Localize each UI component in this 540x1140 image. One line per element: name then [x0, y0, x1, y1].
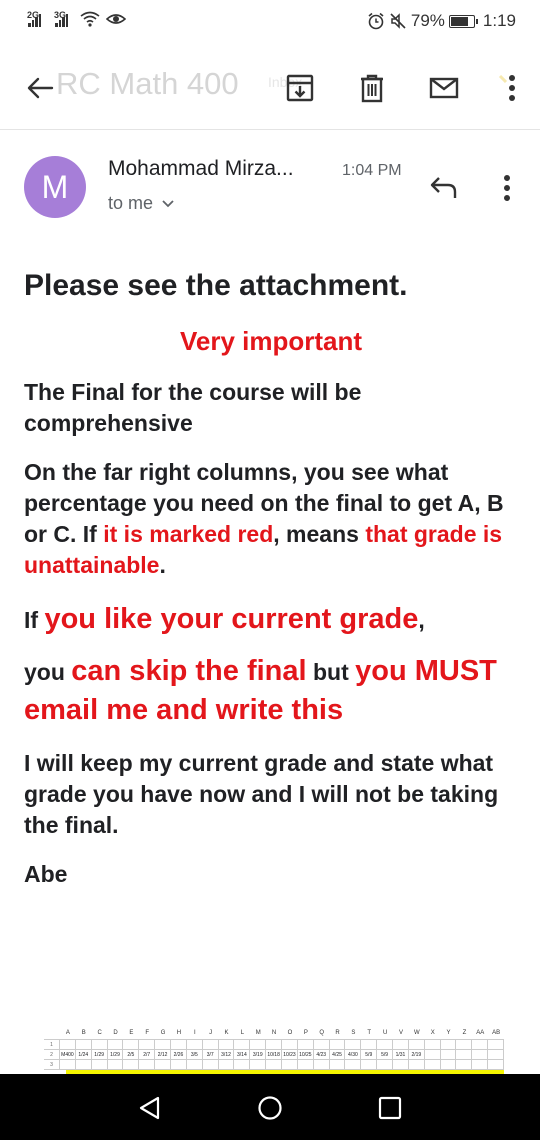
important-heading: Very important — [179, 326, 363, 356]
para3-text-a: If — [24, 607, 45, 633]
alarm-icon — [367, 12, 385, 30]
sheet-cell — [76, 1040, 92, 1049]
sheet-cell — [345, 1060, 361, 1069]
sheet-cell — [472, 1040, 488, 1049]
paragraph-final: The Final for the course will be comprehensive — [24, 379, 362, 436]
sheet-cell — [155, 1040, 171, 1049]
sheet-cell — [108, 1060, 124, 1069]
sheet-column-header: AB — [492, 1030, 501, 1036]
para3-text-b: , — [418, 607, 425, 633]
sheet-cell — [298, 1060, 314, 1069]
sender-avatar[interactable]: M — [24, 156, 86, 218]
sheet-cell — [282, 1040, 298, 1049]
sheet-cell — [330, 1060, 346, 1069]
sheet-cell — [361, 1040, 377, 1049]
sheet-cell: 10/25 — [298, 1050, 314, 1059]
wifi-icon — [80, 11, 100, 27]
sheet-column-header: Y — [446, 1030, 451, 1036]
signal-2g-icon — [27, 10, 41, 27]
status-left — [28, 11, 126, 27]
sheet-cell — [123, 1040, 139, 1049]
sheet-cell — [76, 1060, 92, 1069]
spreadsheet-preview[interactable] — [44, 1026, 504, 1074]
battery-percent: 79% — [410, 11, 445, 30]
sheet-cell — [361, 1060, 377, 1069]
nav-home-icon[interactable] — [257, 1095, 283, 1121]
reply-icon[interactable] — [428, 172, 460, 202]
sheet-cell — [92, 1040, 108, 1049]
sheet-cell — [60, 1060, 76, 1069]
sheet-cell: 2/12 — [155, 1050, 171, 1059]
sheet-rows — [44, 1040, 504, 1070]
sheet-cell: 1/29 — [108, 1050, 124, 1059]
sheet-cell — [171, 1040, 187, 1049]
sheet-cell: 2/7 — [139, 1050, 155, 1059]
status-right — [367, 11, 516, 31]
sheet-column-header: R — [335, 1030, 340, 1036]
sheet-column-header: A — [65, 1030, 70, 1036]
sheet-cell — [441, 1040, 457, 1049]
sheet-column-header: D — [113, 1030, 118, 1036]
sheet-column-headers — [44, 1026, 504, 1040]
sheet-cell — [393, 1040, 409, 1049]
sheet-column-header: Z — [462, 1030, 467, 1036]
sheet-cell: 10/23 — [282, 1050, 298, 1059]
sheet-row-number: 1 — [44, 1040, 60, 1049]
sheet-column-header: V — [398, 1030, 403, 1036]
sheet-cell — [298, 1040, 314, 1049]
sheet-cell: 2/19 — [409, 1050, 425, 1059]
sheet-cell — [155, 1060, 171, 1069]
sheet-cell — [377, 1060, 393, 1069]
sheet-row — [44, 1050, 504, 1060]
greeting: Please see the attachment. — [24, 269, 408, 302]
sheet-column-header: H — [176, 1030, 182, 1036]
sheet-cell — [472, 1050, 488, 1059]
sheet-cell — [393, 1060, 409, 1069]
sheet-column-header: O — [287, 1030, 293, 1036]
sheet-row — [44, 1040, 504, 1050]
para2-text-c: . — [159, 552, 166, 578]
clock: 1:19 — [482, 11, 516, 30]
sheet-cell: 3/7 — [203, 1050, 219, 1059]
sheet-cell — [60, 1040, 76, 1049]
sheet-cell — [441, 1060, 457, 1069]
sheet-column-header: E — [129, 1030, 134, 1036]
signal-3g-icon — [54, 10, 68, 27]
sheet-column-header: P — [303, 1030, 308, 1036]
sheet-column-header: F — [145, 1030, 150, 1036]
sheet-cell — [488, 1060, 504, 1069]
sheet-cell — [472, 1060, 488, 1069]
sheet-cell: 3/14 — [234, 1050, 250, 1059]
sheet-column-header: U — [382, 1030, 388, 1036]
sheet-cell — [139, 1060, 155, 1069]
message-more-icon[interactable] — [496, 172, 518, 204]
sheet-cell — [456, 1060, 472, 1069]
sheet-row — [44, 1060, 504, 1070]
sheet-cell — [234, 1040, 250, 1049]
eye-icon — [106, 11, 126, 27]
sheet-cell — [488, 1050, 504, 1059]
sheet-column-header: L — [240, 1030, 245, 1036]
sheet-cell — [425, 1050, 441, 1059]
sheet-column-header: I — [193, 1030, 196, 1036]
sheet-cell: 1/24 — [76, 1050, 92, 1059]
sheet-column-header: AA — [476, 1030, 485, 1036]
sheet-cell: 1/29 — [92, 1050, 108, 1059]
mute-icon — [389, 12, 407, 30]
sheet-column-header: W — [414, 1030, 420, 1036]
sheet-cell: 1/31 — [393, 1050, 409, 1059]
sheet-cell — [377, 1040, 393, 1049]
network-2g-label: 2G — [27, 10, 40, 20]
sheet-corner — [44, 1026, 60, 1039]
paragraph-like-grade — [24, 599, 518, 640]
sheet-cell: 5/9 — [361, 1050, 377, 1059]
sheet-cell — [441, 1050, 457, 1059]
sheet-cell: M400 — [60, 1050, 76, 1059]
sheet-cell — [139, 1040, 155, 1049]
recipient-details[interactable] — [108, 193, 175, 214]
sheet-column-header: K — [224, 1030, 229, 1036]
thread-subject: RC Math 400 — [56, 66, 239, 101]
delete-icon[interactable] — [356, 72, 388, 104]
back-arrow-icon[interactable] — [24, 72, 56, 104]
paragraph-statement: I will keep my current grade and state what grade you have now and I will not be taking the final. — [24, 750, 499, 838]
paragraph-columns — [24, 457, 518, 581]
sheet-cell: 3/12 — [219, 1050, 235, 1059]
sheet-cell — [92, 1060, 108, 1069]
sheet-row-number: 3 — [44, 1060, 60, 1069]
sheet-cell — [345, 1040, 361, 1049]
inbox-label: Inbox — [268, 74, 303, 90]
sheet-column-header: B — [81, 1030, 86, 1036]
sheet-cell — [171, 1060, 187, 1069]
sheet-cell — [250, 1060, 266, 1069]
para4-red-a: can skip the final — [71, 655, 307, 687]
sheet-cell — [123, 1060, 139, 1069]
sheet-cell: 4/30 — [345, 1050, 361, 1059]
signature: Abe — [24, 861, 68, 887]
sheet-cell: 3/5 — [187, 1050, 203, 1059]
sheet-cell: 10/18 — [266, 1050, 282, 1059]
sheet-column-header: T — [367, 1030, 372, 1036]
status-bar — [0, 0, 540, 44]
sheet-column-header: C — [97, 1030, 102, 1036]
para2-red-a: it is marked red — [103, 521, 274, 547]
mark-unread-icon[interactable] — [428, 72, 460, 104]
network-3g-label: 3G — [54, 10, 67, 20]
sheet-cell: 3/19 — [250, 1050, 266, 1059]
more-menu-icon[interactable] — [494, 72, 526, 104]
sheet-cell: 2/26 — [171, 1050, 187, 1059]
sheet-cell: 5/9 — [377, 1050, 393, 1059]
para4-text-a: you — [24, 659, 72, 685]
sheet-cell — [314, 1060, 330, 1069]
sheet-column-header: S — [351, 1030, 356, 1036]
sheet-cell — [456, 1040, 472, 1049]
email-toolbar — [0, 44, 540, 130]
sheet-cell — [250, 1040, 266, 1049]
sheet-cell — [108, 1040, 124, 1049]
para4-text-b: but — [306, 659, 356, 685]
navigation-bar — [0, 1074, 540, 1140]
sheet-cell — [488, 1040, 504, 1049]
sheet-cell — [425, 1040, 441, 1049]
sheet-cell: 4/25 — [330, 1050, 346, 1059]
sender-name[interactable]: Mohammad Mirza... — [108, 157, 294, 180]
para2-red-b: that grade is unattainable — [24, 521, 503, 578]
sheet-column-header: Q — [319, 1030, 325, 1036]
sheet-cell — [330, 1040, 346, 1049]
para3-red: you like your current grade — [44, 603, 419, 635]
sheet-column-header: G — [160, 1030, 166, 1036]
sheet-cell — [219, 1060, 235, 1069]
sheet-cell — [409, 1040, 425, 1049]
sheet-cell — [314, 1040, 330, 1049]
sheet-cell — [203, 1060, 219, 1069]
chevron-down-icon[interactable] — [161, 199, 175, 209]
sheet-cell — [187, 1060, 203, 1069]
email-time: 1:04 PM — [342, 162, 402, 179]
archive-icon[interactable] — [284, 72, 316, 104]
nav-recents-icon[interactable] — [377, 1095, 403, 1121]
sheet-cell — [234, 1060, 250, 1069]
paragraph-skip-final — [24, 652, 518, 730]
email-body — [24, 268, 518, 888]
sheet-cell: 2/5 — [123, 1050, 139, 1059]
sheet-column-header: J — [209, 1030, 213, 1036]
sheet-row-number: 2 — [44, 1050, 60, 1059]
sheet-column-header: X — [430, 1030, 435, 1036]
sheet-cell — [266, 1060, 282, 1069]
sheet-cell — [456, 1050, 472, 1059]
sheet-cell — [266, 1040, 282, 1049]
nav-back-icon[interactable] — [137, 1095, 163, 1121]
sheet-cell — [219, 1040, 235, 1049]
sheet-cell: 4/23 — [314, 1050, 330, 1059]
para2-text-b: , means — [273, 521, 366, 547]
para2-text-a: On the far right columns, you see what percentage you need on the final to get A, B or C. If — [24, 459, 504, 547]
battery-icon — [449, 15, 475, 28]
sheet-cell — [409, 1060, 425, 1069]
sheet-column-header: M — [255, 1030, 261, 1036]
sheet-cell — [203, 1040, 219, 1049]
recipient-label: to me — [108, 193, 154, 213]
sheet-cell — [187, 1040, 203, 1049]
sheet-cell — [425, 1060, 441, 1069]
sheet-cell — [282, 1060, 298, 1069]
para4-red-b: you MUST email me and write this — [24, 655, 497, 726]
sheet-column-header: N — [271, 1030, 277, 1036]
